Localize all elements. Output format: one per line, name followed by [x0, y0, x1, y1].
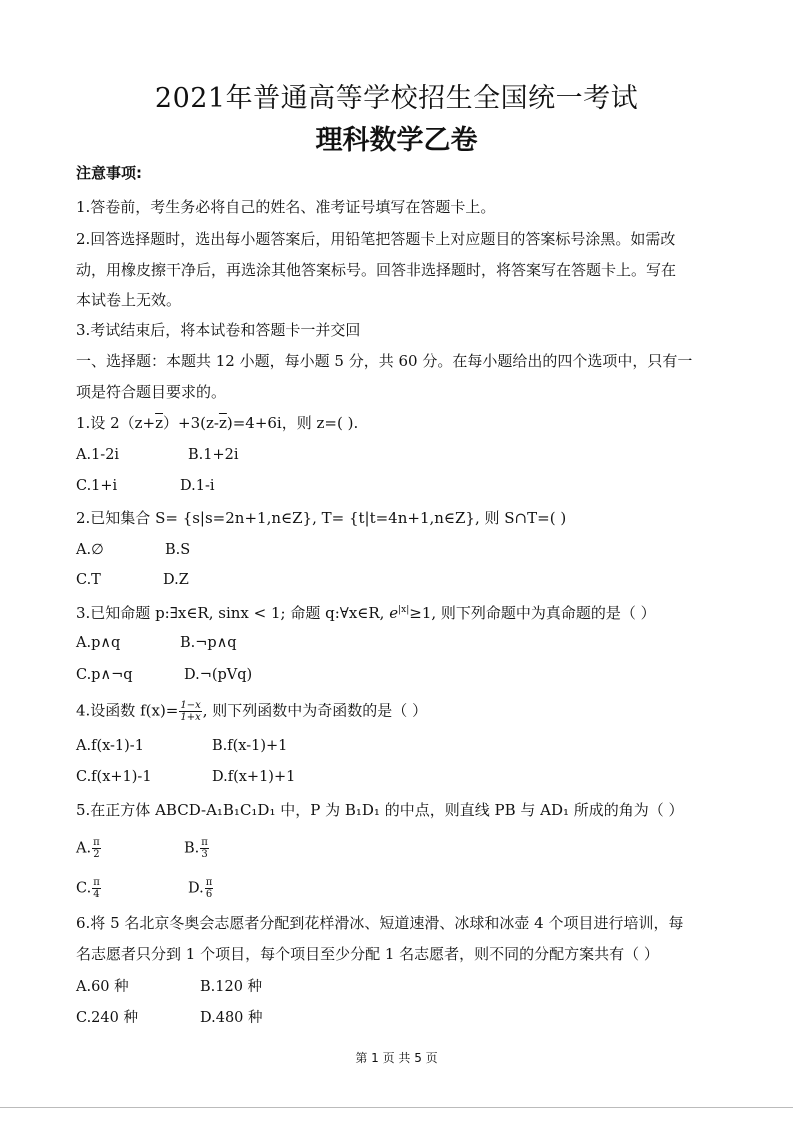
q1-stem-part-b: ）+3(z- — [163, 414, 219, 432]
notice-item-2-line-1: 2.回答选择题时，选出每小题答案后，用铅笔把答题卡上对应题目的答案标号涂黑。如需改 — [76, 230, 676, 248]
q2-option-c: C.T — [76, 572, 101, 588]
q5-option-d-label: D. — [188, 880, 204, 897]
q4-stem-part-b: , 则下列函数中为奇函数的是（ ） — [202, 701, 428, 720]
q6-option-d: D.480 种 — [200, 1010, 263, 1026]
q1-z-bar-1: $\overline{z}$ — [155, 414, 164, 432]
notice-item-2-line-3: 本试卷上无效。 — [76, 291, 182, 309]
section-1-line-2: 项是符合题目要求的。 — [76, 383, 227, 401]
q5-a-den: 2 — [93, 849, 100, 860]
notice-heading: 注意事项: — [76, 164, 142, 182]
q5-c-pi: π — [93, 877, 100, 888]
notice-item-3: 3.考试结束后，将本试卷和答题卡一并交回 — [76, 321, 361, 339]
q3-option-b: B.¬p∧q — [180, 635, 237, 651]
q1-option-c: C.1+i — [76, 478, 118, 494]
notice-item-2-line-2: 动，用橡皮擦干净后，再选涂其他答案标号。回答非选择题时，将答案写在答题卡上。写在 — [76, 261, 677, 279]
q3-stem-part-b: ≥1, 则下列命题中为真命题的是（ ） — [409, 604, 656, 622]
q6-option-c: C.240 种 — [76, 1010, 138, 1026]
q4-option-d: D.f(x+1)+1 — [212, 769, 296, 785]
q3-exponent: |x| — [398, 605, 410, 615]
question-2-stem: 2.已知集合 S= {s|s=2n+1,n∈Z}, T= {t|t=4n+1,n∈Z}, 则 S∩T=( ) — [76, 509, 567, 527]
q3-e: e — [389, 604, 399, 622]
q3-option-a: A.p∧q — [76, 635, 121, 651]
q5-option-b-label: B. — [184, 840, 200, 857]
q5-option-b — [184, 837, 210, 860]
q4-numerator: 1−x — [180, 700, 201, 711]
q5-option-b-fraction — [200, 837, 209, 860]
q2-option-d: D.Z — [163, 572, 189, 588]
question-6-line-1: 6.将 5 名北京冬奥会志愿者分配到花样滑冰、短道速滑、冰球和冰壶 4 个项目进行培训，每 — [76, 914, 684, 932]
q1-stem-part-a: 1.设 2（z+ — [76, 414, 156, 432]
q5-option-a-fraction — [92, 837, 101, 860]
exam-title: 2021年普通高等学校招生全国统一考试 — [154, 83, 639, 114]
q1-stem-part-c: )=4+6i，则 z=( ). — [226, 414, 359, 432]
question-3-stem — [76, 600, 726, 623]
q1-option-d: D.1-i — [180, 478, 215, 494]
q1-option-a: A.1-2i — [76, 447, 120, 463]
q4-option-b: B.f(x-1)+1 — [212, 738, 288, 754]
question-6-line-2: 名志愿者只分到 1 个项目，每个项目至少分配 1 名志愿者，则不同的分配方案共有（ ） — [76, 945, 659, 963]
q5-option-c — [76, 877, 102, 900]
q6-option-a: A.60 种 — [76, 979, 129, 995]
q5-option-d — [188, 877, 214, 900]
q5-c-den: 4 — [93, 889, 100, 900]
q2-option-b: B.S — [165, 542, 191, 558]
q4-option-c: C.f(x+1)-1 — [76, 769, 152, 785]
notice-item-1: 1.答卷前，考生务必将自己的姓名、准考证号填写在答题卡上。 — [76, 198, 496, 216]
q4-fraction — [179, 700, 201, 723]
section-1-line-1: 一、选择题：本题共 12 小题，每小题 5 分，共 60 分。在每小题给出的四个选项中，只有一 — [76, 352, 693, 370]
q6-option-b: B.120 种 — [200, 979, 263, 995]
question-1-stem — [76, 413, 726, 433]
q4-denominator: 1+x — [180, 712, 201, 723]
q3-stem-part-a: 3.已知命题 p:∃x∈R, sinx < 1; 命题 q:∀x∈R, — [76, 604, 390, 622]
q5-option-c-fraction — [92, 877, 101, 900]
q5-b-den: 3 — [201, 849, 208, 860]
question-4-stem — [76, 700, 726, 723]
question-5-stem: 5.在正方体 ABCD-A₁B₁C₁D₁ 中，P 为 B₁D₁ 的中点，则直线 PB 与 AD₁ 所成的角为（ ） — [76, 801, 684, 819]
q4-stem-part-a: 4.设函数 f(x)= — [76, 701, 179, 720]
q5-option-d-fraction — [205, 877, 214, 900]
exam-subtitle: 理科数学乙卷 — [315, 125, 478, 156]
q5-option-c-label: C. — [76, 880, 92, 897]
q3-option-c: C.p∧¬q — [76, 667, 133, 683]
bottom-divider — [0, 1107, 793, 1108]
q5-a-pi: π — [93, 837, 100, 848]
q5-d-den: 6 — [205, 889, 213, 900]
q3-option-d: D.¬(pVq) — [184, 667, 253, 683]
q1-z-bar-2: $\overline{z}$ — [218, 414, 227, 432]
page-footer: 第 1 页 共 5 页 — [355, 1051, 438, 1065]
q5-option-a-label: A. — [76, 840, 92, 857]
q5-d-pi: π — [205, 877, 213, 888]
q1-option-b: B.1+2i — [188, 447, 239, 463]
q2-option-a: A.∅ — [76, 542, 104, 558]
q4-option-a: A.f(x-1)-1 — [76, 738, 144, 754]
q5-option-a — [76, 837, 102, 860]
q5-b-pi: π — [201, 837, 208, 848]
